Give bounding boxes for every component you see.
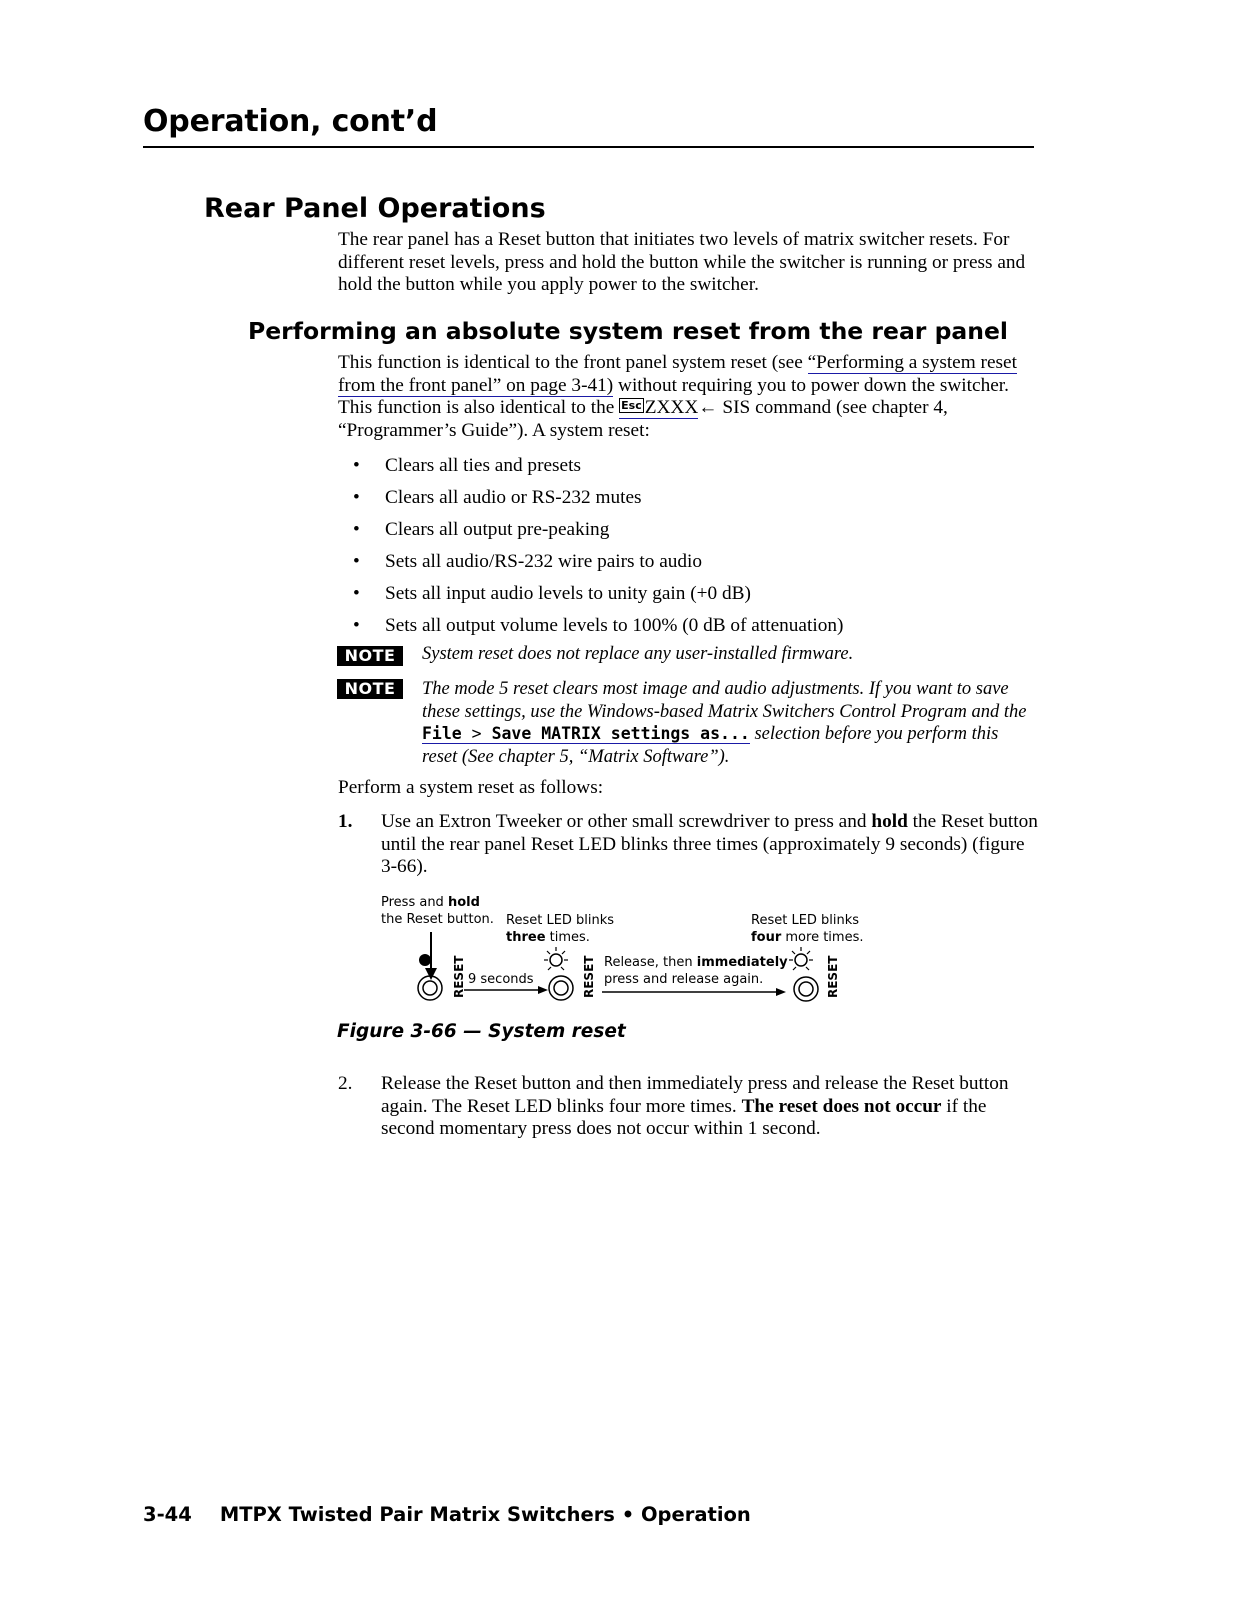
led-blink-icon xyxy=(544,947,568,970)
reset-button-icon xyxy=(418,976,442,1000)
reset-button-icon xyxy=(794,977,818,1001)
release-label: Release, then immediately press and release again. xyxy=(604,955,788,987)
step-number: 1. xyxy=(338,811,353,832)
list-item: • Clears all ties and presets xyxy=(353,455,843,487)
note-text xyxy=(422,678,1032,768)
nine-seconds-label: 9 seconds xyxy=(468,972,534,987)
list-item: • Sets all input audio levels to unity gain (+0 dB) xyxy=(353,583,843,615)
press-arrow-head xyxy=(425,968,437,980)
step-text-part: the Reset button until the rear panel Reset LED blinks three times (approximately 9 seconds) (figure 3-66). xyxy=(381,811,1038,877)
list-item: • Sets all audio/RS-232 wire pairs to audio xyxy=(353,551,843,583)
reset-button-icon xyxy=(549,976,573,1000)
front-panel-reset-link[interactable]: “Performing a system reset from the front panel” on page 3-41) xyxy=(338,352,1017,396)
note-badge: NOTE xyxy=(337,646,403,666)
menu-separator: > xyxy=(461,724,492,743)
reset-panel-label: RESET xyxy=(452,955,466,998)
footer-title: MTPX Twisted Pair Matrix Switchers • Operation xyxy=(219,1503,751,1526)
perform-intro: Perform a system reset as follows: xyxy=(338,777,604,798)
section-intro-paragraph: The rear panel has a Reset button that initiates two levels of matrix switcher resets. For different reset levels, press and hold the button while the switcher is running or press and hold the button while you apply power to the switcher. xyxy=(338,229,1026,295)
list-item: • Clears all audio or RS-232 mutes xyxy=(353,487,843,519)
step-bold: The reset does not occur xyxy=(741,1095,942,1117)
blink-four-label: Reset LED blinks four more times. xyxy=(751,913,864,945)
enter-arrow-icon: ← xyxy=(698,397,718,418)
reset-panel-label: RESET xyxy=(582,955,596,998)
note-text-part: The mode 5 reset clears most image and audio adjustments. If you want to save these settings, use the Windows-based Matrix Switchers Control Program and the xyxy=(422,679,1027,722)
arrow-head xyxy=(538,986,548,994)
note-badge: NOTE xyxy=(337,679,403,699)
subsection-heading: Performing an absolute system reset from the rear panel xyxy=(248,317,1008,345)
note-text: System reset does not replace any user-installed firmware. xyxy=(422,644,854,664)
press-hold-label: Press and hold the Reset button. xyxy=(381,895,494,927)
arrow-head xyxy=(776,988,786,996)
command-text: ZXXX xyxy=(644,397,699,418)
step-bold: hold xyxy=(871,811,908,832)
note-text-part: selection before you perform this reset (See chapter 5, “Matrix Software”). xyxy=(422,724,999,767)
menu-file: File xyxy=(422,724,462,743)
page-footer xyxy=(143,1503,751,1526)
file-save-menu-link[interactable] xyxy=(422,724,750,744)
header-rule xyxy=(143,146,1034,148)
section-heading: Rear Panel Operations xyxy=(204,193,546,224)
esc-key-icon: Esc xyxy=(621,399,642,412)
system-reset-figure xyxy=(370,890,890,1010)
tweeker-icon xyxy=(419,954,431,966)
reset-effects-list xyxy=(353,455,843,647)
function-paragraph xyxy=(338,352,1038,442)
reset-panel-label: RESET xyxy=(826,955,840,998)
step-number: 2. xyxy=(338,1073,353,1094)
figure-caption: Figure 3-66 — System reset xyxy=(337,1021,626,1042)
led-blink-icon xyxy=(789,947,813,970)
page-header-title: Operation, cont’d xyxy=(143,104,438,139)
step-text-part: Use an Extron Tweeker or other small screwdriver to press and xyxy=(381,811,872,832)
step-text-part: if the second momentary press does not occur within 1 second. xyxy=(381,1095,987,1139)
step-text xyxy=(381,811,1041,879)
para-text: without requiring you to power down the switcher. This function is also identical to the xyxy=(338,374,1009,418)
step-text-part: Release the Reset button and then immediately press and release the Reset button again. The Reset LED blinks four more times. xyxy=(381,1073,1009,1117)
menu-save-matrix: Save MATRIX settings as... xyxy=(491,724,750,743)
para-text: This function is identical to the front panel system reset (see xyxy=(338,352,808,373)
list-item: • Sets all output volume levels to 100% (0 dB of attenuation) xyxy=(353,615,843,647)
list-item: • Clears all output pre-peaking xyxy=(353,519,843,551)
para-text: SIS command (see chapter 4, “Programmer’s Guide”). A system reset: xyxy=(338,397,948,441)
page-number: 3-44 xyxy=(143,1503,192,1526)
blink-three-label: Reset LED blinks three times. xyxy=(506,913,615,945)
sis-command-link[interactable] xyxy=(619,397,698,419)
step-text xyxy=(381,1073,1021,1141)
